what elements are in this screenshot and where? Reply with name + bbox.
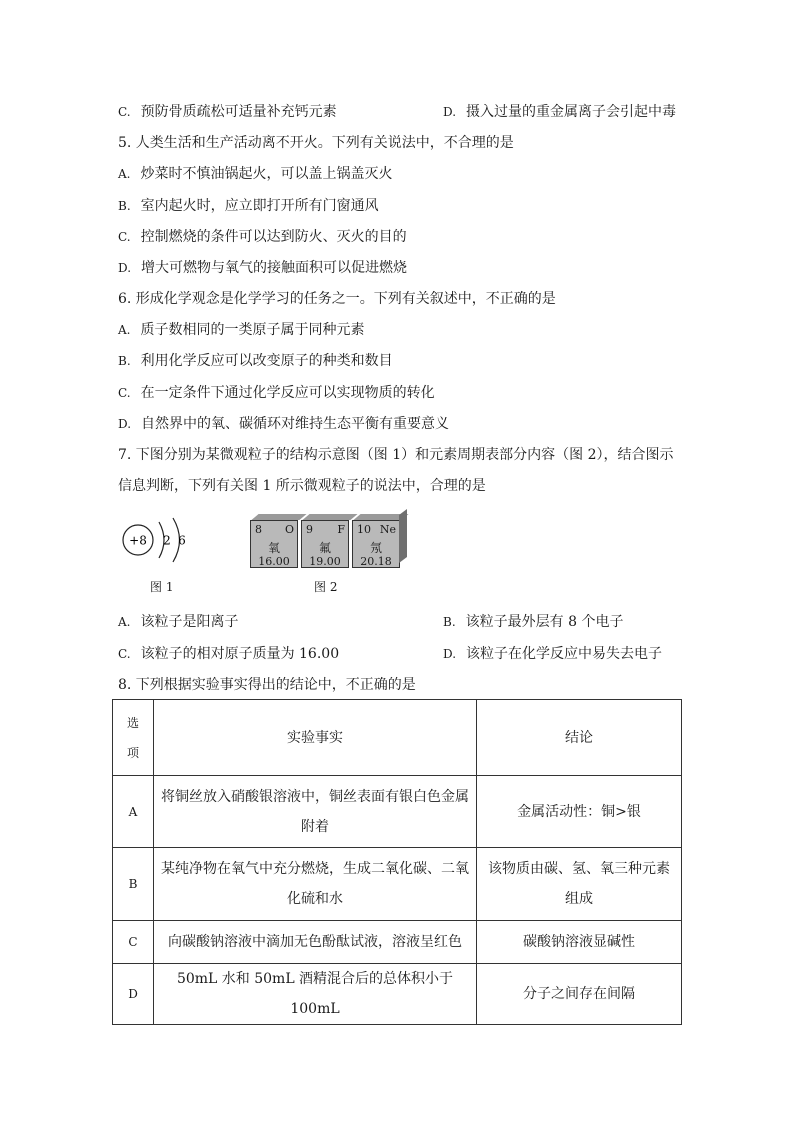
q6-option-d: D. 自然界中的氧、碳循环对维持生态平衡有重要意义 [118,416,450,432]
q5-option-a: A. 炒菜时不慎油锅起火，可以盖上锅盖灭火 [118,166,393,182]
periodic-cell-oxygen [250,520,298,568]
element-symbol: F [337,523,345,536]
row-fact: 向碳酸钠溶液中滴加无色酚酞试液，溶液呈红色 [154,921,477,964]
shell-2-electrons: 6 [178,533,186,548]
q5-option-c: C. 控制燃烧的条件可以达到防火、灭火的目的 [118,229,407,245]
q5-option-b: B. 室内起火时，应立即打开所有门窗通风 [118,198,379,214]
q6-option-a: A. 质子数相同的一类原子属于同种元素 [118,322,365,338]
atomic-mass: 16.00 [258,555,290,568]
header-option: 选 项 [113,700,154,776]
row-option: C [113,921,154,964]
q5-option-d: D. 增大可燃物与氧气的接触面积可以促进燃烧 [118,260,408,276]
q7-stem-line1: 7. 下图分别为某微观粒子的结构示意图（图 1）和元素周期表部分内容（图 2），结合图示 [118,447,674,463]
row-fact: 50mL 水和 50mL 酒精混合后的总体积小于 100mL [154,964,477,1025]
atomic-mass: 20.18 [360,555,392,568]
q8-table [112,699,682,1025]
figure-2-caption: 图 2 [314,580,338,594]
q7-option-a: A. 该粒子是阳离子 [118,614,239,630]
q5-stem: 5. 人类生活和生产活动离不开火。下列有关说法中，不合理的是 [118,135,514,151]
figure-1-caption: 图 1 [150,580,174,594]
q6-option-b: B. 利用化学反应可以改变原子的种类和数目 [118,353,393,369]
table-row [113,921,682,964]
q4-option-d: D. 摄入过量的重金属离子会引起中毒 [443,104,677,120]
header-conclusion: 结论 [477,700,682,776]
atomic-mass: 19.00 [309,555,341,568]
q7-option-b: B. 该粒子最外层有 8 个电子 [443,614,624,630]
element-symbol: O [284,523,294,536]
q7-stem-line2: 信息判断，下列有关图 1 所示微观粒子的说法中，合理的是 [118,478,486,494]
atom-structure-diagram [118,516,198,566]
q8-stem: 8. 下列根据实验事实得出的结论中，不正确的是 [118,677,416,693]
header-fact: 实验事实 [154,700,477,776]
shell-1-electrons: 2 [163,533,171,548]
table-row [113,848,682,921]
nucleus-charge: +8 [129,533,147,548]
table-row [113,776,682,848]
q7-option-d: D. 该粒子在化学反应中易失去电子 [443,646,663,662]
row-option: A [113,776,154,848]
row-option: B [113,848,154,921]
q6-stem: 6. 形成化学观念是化学学习的任务之一。下列有关叙述中，不正确的是 [118,291,556,307]
periodic-cell-fluorine [301,520,349,568]
row-fact: 某纯净物在氧气中充分燃烧，生成二氧化碳、二氧 化硫和水 [154,848,477,921]
table-header-row [113,700,682,776]
q4-option-c: C. 预防骨质疏松可适量补充钙元素 [118,104,337,120]
q7-option-c: C. 该粒子的相对原子质量为 16.00 [118,646,340,662]
row-conclusion: 碳酸钠溶液显碱性 [477,921,682,964]
periodic-cell-neon [352,520,400,568]
q6-option-c: C. 在一定条件下通过化学反应可以实现物质的转化 [118,385,435,401]
row-conclusion: 该物质由碳、氢、氧三种元素 组成 [477,848,682,921]
element-symbol: Ne [379,523,396,536]
element-name: 氟 [318,541,331,555]
atomic-number: 10 [357,523,371,536]
element-name: 氧 [267,541,280,555]
row-option: D [113,964,154,1025]
atomic-number: 8 [255,523,262,536]
row-conclusion: 分子之间存在间隔 [477,964,682,1025]
row-conclusion: 金属活动性：铜>银 [477,776,682,848]
table-row [113,964,682,1025]
row-fact: 将铜丝放入硝酸银溶液中，铜丝表面有银白色金属 附着 [154,776,477,848]
element-name: 氖 [369,541,382,555]
atomic-number: 9 [306,523,313,536]
